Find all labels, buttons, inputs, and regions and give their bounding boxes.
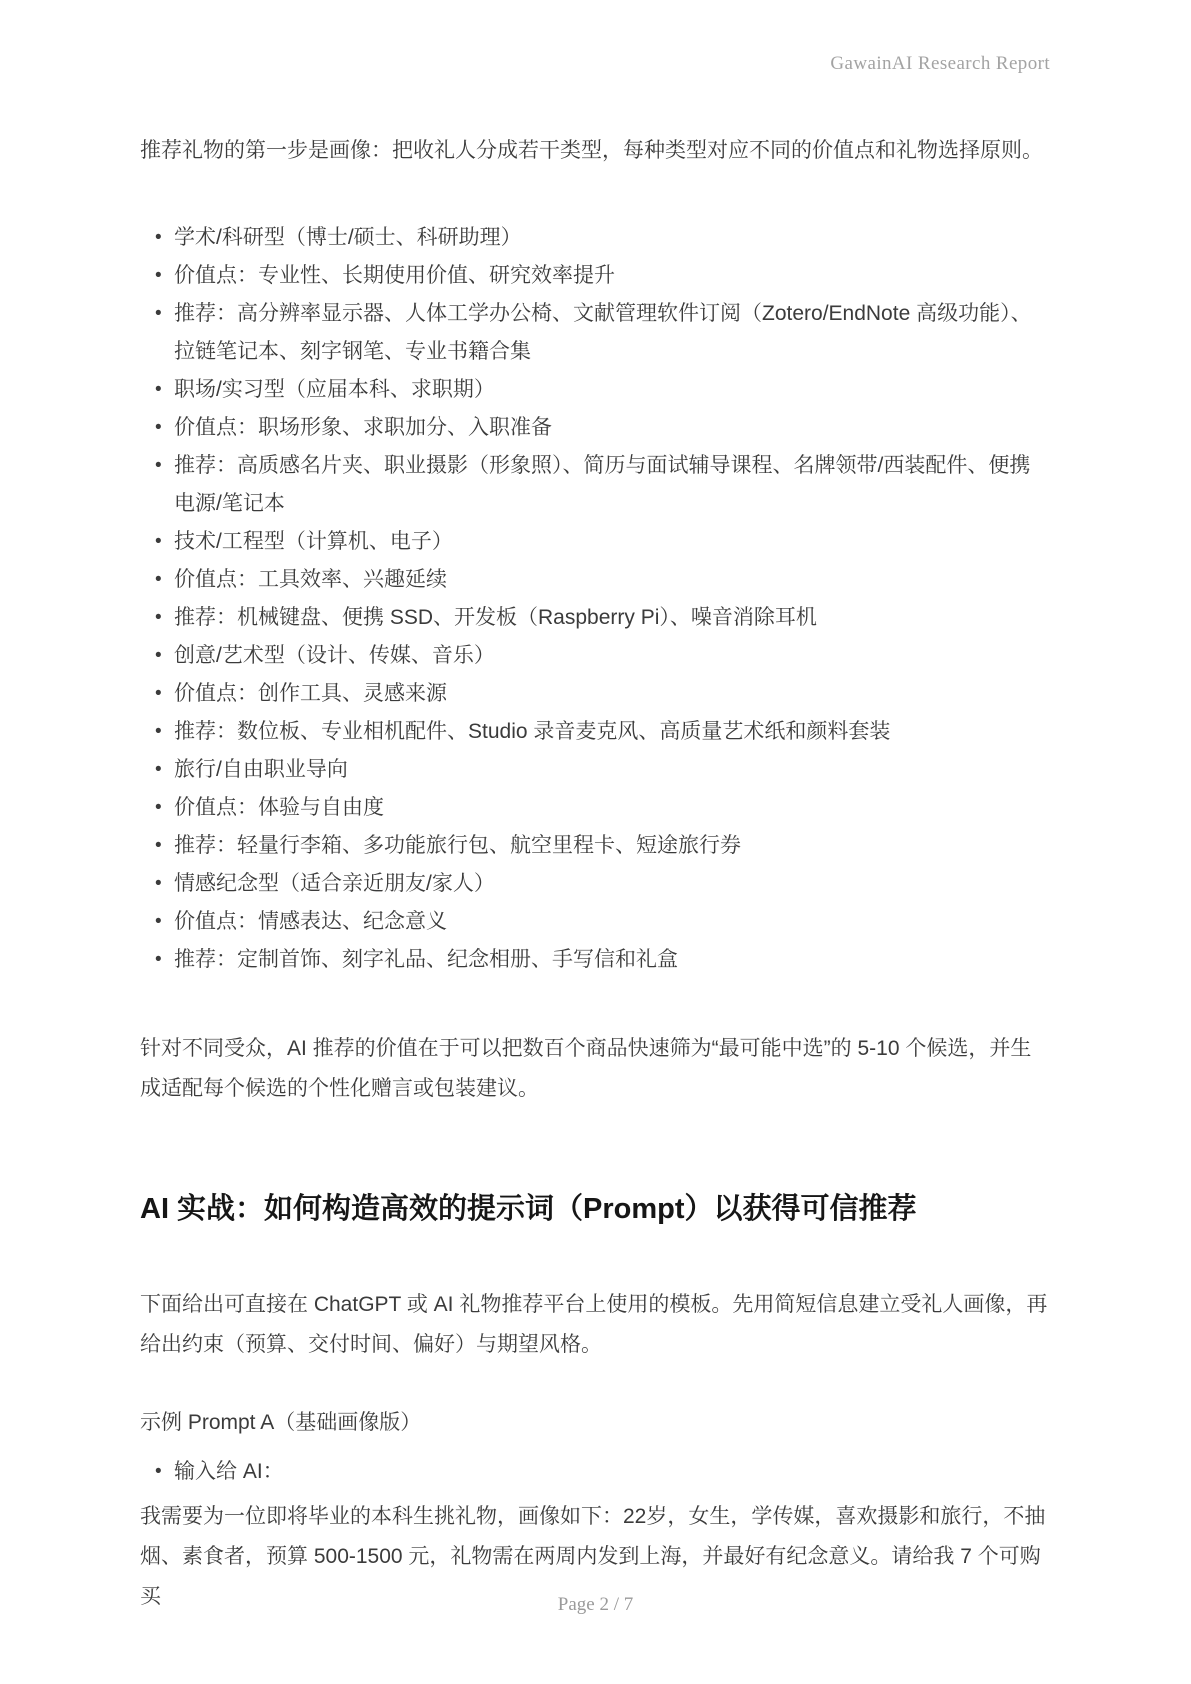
- list-item: • 情感纪念型（适合亲近朋友/家人）: [174, 865, 1051, 903]
- list-item: • 价值点：职场形象、求职加分、入职准备: [174, 409, 1051, 447]
- list-item: • 推荐：轻量行李箱、多功能旅行包、航空里程卡、短途旅行券: [174, 827, 1051, 865]
- ai-value-paragraph: 针对不同受众，AI 推荐的价值在于可以把数百个商品快速筛为“最可能中选”的 5-10 个候选，并生成适配每个候选的个性化赠言或包装建议。: [140, 1037, 1032, 1100]
- list-item: • 技术/工程型（计算机、电子）: [174, 523, 1051, 561]
- list-item: • 输入给 AI：: [174, 1453, 1051, 1491]
- list-item: • 推荐：定制首饰、刻字礼品、纪念相册、手写信和礼盒: [174, 941, 1051, 979]
- list-item: • 创意/艺术型（设计、传媒、音乐）: [174, 637, 1051, 675]
- prompt-text-paragraph: 我需要为一位即将毕业的本科生挑礼物，画像如下：22岁，女生，学传媒，喜欢摄影和旅行，不抽烟、素食者，预算 500-1500 元，礼物需在两周内发到上海，并最好有纪念意义。请给我 7 个可购买: [140, 1505, 1046, 1608]
- persona-bullet-list: [140, 219, 1051, 979]
- list-item: • 旅行/自由职业导向: [174, 751, 1051, 789]
- list-item: • 价值点：专业性、长期使用价值、研究效率提升: [174, 257, 1051, 295]
- page-number-footer: Page 2 / 7: [557, 1594, 634, 1615]
- list-item: • 学术/科研型（博士/硕士、科研助理）: [174, 219, 1051, 257]
- example-bullet-list: [140, 1453, 1051, 1491]
- list-item: • 推荐：高质感名片夹、职业摄影（形象照）、简历与面试辅导课程、名牌领带/西装配件、便携电源/笔记本: [174, 447, 1051, 523]
- section-heading: AI 实战：如何构造高效的提示词（Prompt）以获得可信推荐: [140, 1193, 917, 1225]
- page-content: [140, 0, 1051, 1617]
- list-item: • 推荐：机械键盘、便携 SSD、开发板（Raspberry Pi）、噪音消除耳机: [174, 599, 1051, 637]
- list-item: • 推荐：数位板、专业相机配件、Studio 录音麦克风、高质量艺术纸和颜料套装: [174, 713, 1051, 751]
- list-item: • 职场/实习型（应届本科、求职期）: [174, 371, 1051, 409]
- example-prompt-label: 示例 Prompt A（基础画像版）: [140, 1411, 422, 1434]
- list-item: • 价值点：工具效率、兴趣延续: [174, 561, 1051, 599]
- list-item: • 价值点：创作工具、灵感来源: [174, 675, 1051, 713]
- list-item: • 推荐：高分辨率显示器、人体工学办公椅、文献管理软件订阅（Zotero/EndNote 高级功能）、拉链笔记本、刻字钢笔、专业书籍合集: [174, 295, 1051, 371]
- report-header-title: GawainAI Research Report: [830, 53, 1050, 74]
- list-item: • 价值点：体验与自由度: [174, 789, 1051, 827]
- intro-paragraph: 推荐礼物的第一步是画像：把收礼人分成若干类型，每种类型对应不同的价值点和礼物选择原则。: [140, 139, 1043, 162]
- list-item: • 价值点：情感表达、纪念意义: [174, 903, 1051, 941]
- template-intro-paragraph: 下面给出可直接在 ChatGPT 或 AI 礼物推荐平台上使用的模板。先用简短信息建立受礼人画像，再给出约束（预算、交付时间、偏好）与期望风格。: [140, 1293, 1048, 1356]
